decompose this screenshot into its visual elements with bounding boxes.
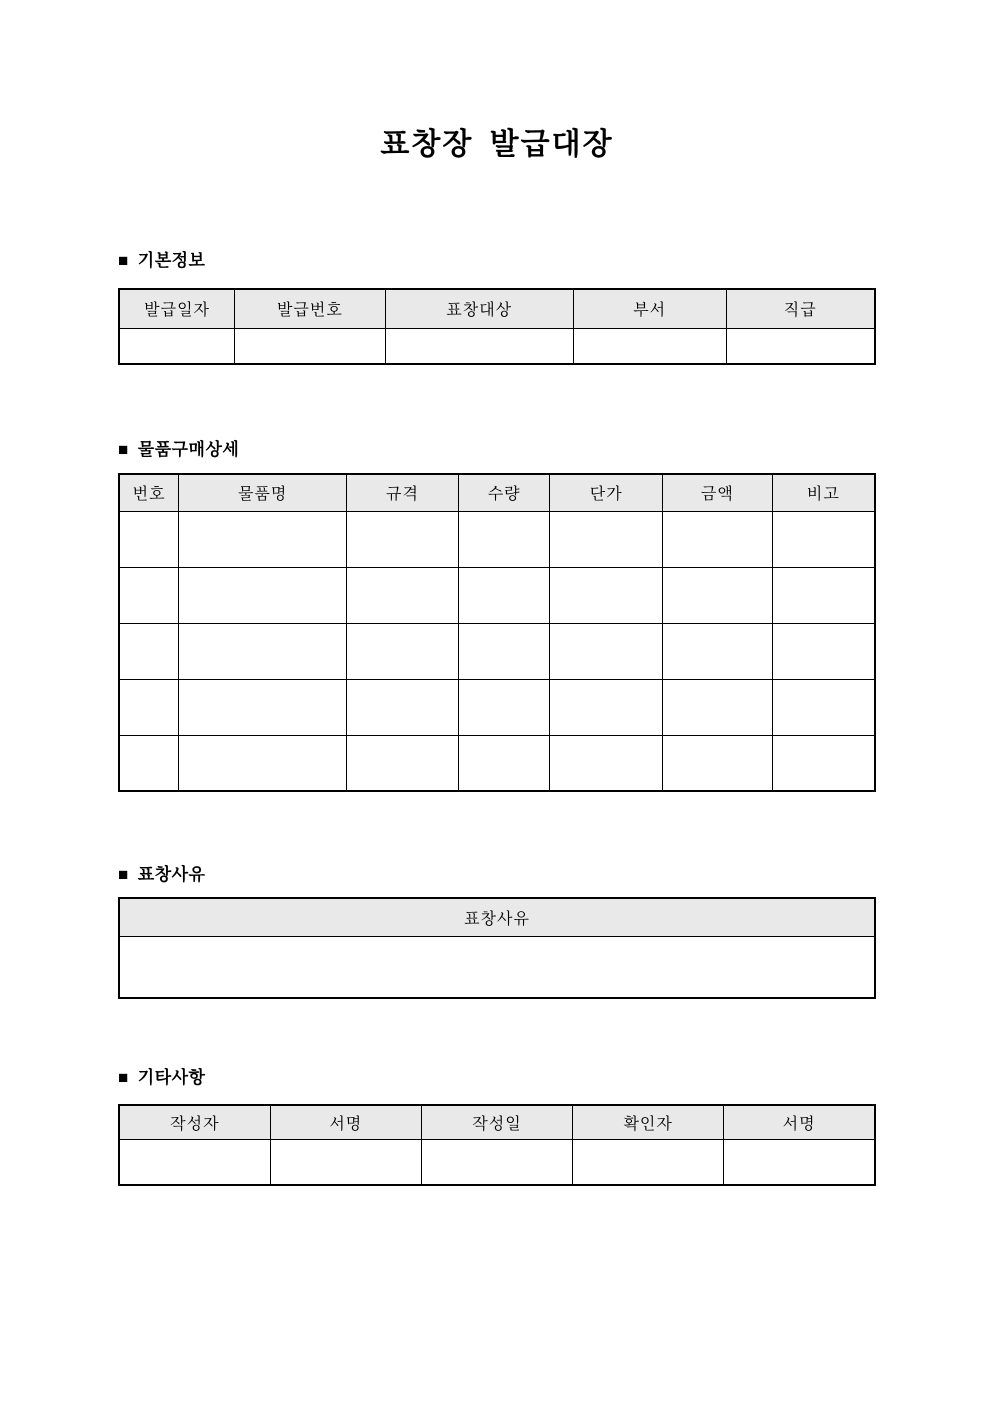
section-title: 기타사항 [137, 1068, 206, 1087]
empty-cell [772, 735, 875, 791]
empty-cell [772, 567, 875, 623]
column-header: 번호 [119, 474, 179, 511]
empty-cell [119, 623, 179, 679]
section-title: 물품구매상세 [137, 440, 240, 459]
misc-notes-table [118, 1104, 876, 1186]
commendation-reason-table [118, 897, 876, 999]
empty-cell [119, 1139, 270, 1185]
empty-cell [119, 328, 235, 364]
column-header: 발급일자 [119, 289, 235, 328]
empty-cell [772, 623, 875, 679]
empty-cell [550, 623, 663, 679]
empty-cell [347, 623, 459, 679]
column-header: 표창사유 [119, 898, 875, 936]
empty-cell [573, 328, 726, 364]
empty-cell [119, 735, 179, 791]
column-header: 확인자 [573, 1105, 724, 1139]
section-header-misc-notes [118, 1067, 876, 1089]
empty-cell [458, 623, 549, 679]
empty-cell [235, 328, 385, 364]
empty-cell [385, 328, 573, 364]
column-header: 발급번호 [235, 289, 385, 328]
empty-cell [458, 679, 549, 735]
column-header: 단가 [550, 474, 663, 511]
empty-cell [119, 511, 179, 567]
empty-cell [458, 567, 549, 623]
column-header: 부서 [573, 289, 726, 328]
section-header-commendation-reason [118, 864, 876, 886]
column-header: 작성일 [421, 1105, 572, 1139]
empty-cell [663, 679, 773, 735]
table-row [119, 567, 875, 623]
section-basic-info [118, 250, 876, 365]
column-header: 규격 [347, 474, 459, 511]
empty-cell [179, 623, 347, 679]
column-header: 금액 [663, 474, 773, 511]
table-row [119, 936, 875, 998]
section-bullet-icon: ■ [118, 251, 129, 270]
empty-cell [179, 735, 347, 791]
empty-cell [421, 1139, 572, 1185]
empty-cell [347, 567, 459, 623]
section-title: 표창사유 [137, 865, 206, 884]
column-header: 서명 [724, 1105, 875, 1139]
empty-cell [179, 511, 347, 567]
empty-cell [458, 511, 549, 567]
section-title: 기본정보 [137, 251, 206, 270]
empty-cell [772, 511, 875, 567]
empty-cell [119, 679, 179, 735]
column-header: 직급 [726, 289, 875, 328]
empty-cell [179, 679, 347, 735]
empty-cell [179, 567, 347, 623]
empty-cell [550, 511, 663, 567]
column-header: 서명 [270, 1105, 421, 1139]
empty-cell [347, 735, 459, 791]
empty-cell [726, 328, 875, 364]
empty-cell [119, 567, 179, 623]
column-header: 표창대상 [385, 289, 573, 328]
table-row [119, 328, 875, 364]
table-row [119, 511, 875, 567]
section-bullet-icon: ■ [118, 865, 129, 884]
section-item-purchase-detail [118, 439, 876, 792]
section-bullet-icon: ■ [118, 440, 129, 459]
item-purchase-detail-table [118, 473, 876, 792]
empty-cell [550, 735, 663, 791]
section-header-item-purchase-detail [118, 439, 876, 461]
empty-cell [724, 1139, 875, 1185]
column-header: 수량 [458, 474, 549, 511]
empty-cell [663, 511, 773, 567]
empty-cell [347, 511, 459, 567]
table-row [119, 623, 875, 679]
empty-cell [663, 735, 773, 791]
column-header: 작성자 [119, 1105, 270, 1139]
section-header-basic-info [118, 250, 876, 272]
page-title: 표창장 발급대장 [380, 128, 614, 161]
table-row [119, 679, 875, 735]
section-misc-notes [118, 1067, 876, 1186]
empty-cell [347, 679, 459, 735]
table-row [119, 1139, 875, 1185]
column-header: 비고 [772, 474, 875, 511]
table-row [119, 735, 875, 791]
section-commendation-reason [118, 864, 876, 999]
empty-cell [119, 936, 875, 998]
empty-cell [550, 679, 663, 735]
column-header: 물품명 [179, 474, 347, 511]
empty-cell [573, 1139, 724, 1185]
empty-cell [663, 567, 773, 623]
empty-cell [458, 735, 549, 791]
empty-cell [270, 1139, 421, 1185]
empty-cell [550, 567, 663, 623]
empty-cell [772, 679, 875, 735]
empty-cell [663, 623, 773, 679]
section-bullet-icon: ■ [118, 1068, 129, 1087]
basic-info-table [118, 288, 876, 365]
